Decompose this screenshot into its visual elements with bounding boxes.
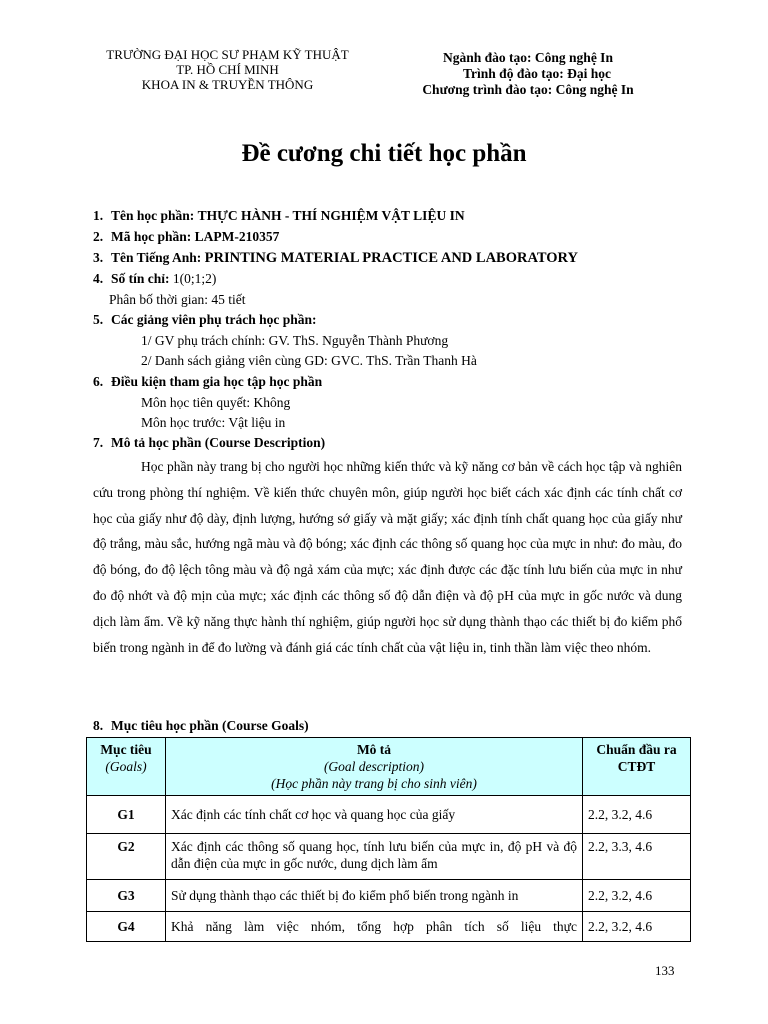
english-name-value: PRINTING MATERIAL PRACTICE AND LABORATORY [204,250,578,266]
goal-code: G3 [87,880,166,912]
prerequisites-label: Điều kiện tham gia học tập học phần [111,374,323,389]
city-name: TP. HỒ CHÍ MINH [176,62,279,77]
goal-outcome: 2.2, 3.2, 4.6 [583,880,691,912]
page-title: Đề cương chi tiết học phần [241,140,527,167]
time-allocation: Phân bố thời gian: 45 tiết [109,291,246,307]
section-2: 2. Mã học phần: LAPM-210357 [93,229,280,244]
goal-outcome: 2.2, 3.2, 4.6 [583,796,691,834]
goal-code: G1 [87,796,166,834]
program-header [400,50,656,98]
co-lecturers: 2/ Danh sách giảng viên cùng GD: GVC. ThS. Trần Thanh Hà [141,353,477,368]
university-name: TRƯỜNG ĐẠI HỌC SƯ PHẠM KỸ THUẬT [106,47,349,62]
description-heading: Mô tả học phần (Course Description) [111,435,326,450]
institution-header [80,47,375,92]
goal-description: Khả năng làm việc nhóm, tổng hợp phân tích số liệu thực [166,912,583,942]
main-lecturer: 1/ GV phụ trách chính: GV. ThS. Nguyễn Thành Phương [141,332,449,348]
section-6: 6. Điều kiện tham gia học tập học phần Môn học tiên quyết: Không Môn học trước: Vật liệu in [93,372,713,434]
table-row [87,880,691,912]
table-row [87,834,691,880]
section-4: 4. Số tín chỉ: 1(0;1;2) Phân bố thời gian: 45 tiết [93,269,713,310]
section-3: 3. Tên Tiếng Anh: PRINTING MATERIAL PRACTICE AND LABORATORY [93,250,578,266]
goal-description: Sử dụng thành thạo các thiết bị đo kiểm phổ biến trong ngành in [166,880,583,912]
prerequisite-course: Môn học tiên quyết: Không [141,394,291,410]
credits-label: Số tín chỉ: [111,271,170,286]
goals-heading: Mục tiêu học phần (Course Goals) [111,718,309,733]
description-text: Học phần này trang bị cho người học những kiến thức và kỹ năng cơ bản về cách học tập và nghiên cứu trong phòng thí nghiệm. Về kiến thức chuyên môn, giúp người học biết cách xác định các tính chất cơ học của giấy như độ dày, định lượng, hướng sớ giấy và mặt giấy; xác định tính chất quang học của giấy như độ trắng, màu sắc, hướng ngã màu và độ bóng; xác định các thông số quang học của mực in như: đo màu, đo độ bóng, đo độ lệch tông màu và độ ngả xám của mực; xác định được các đặc tính lưu biến của mực in như đo độ nhớt và độ mịn của mực; xác định các thông số độ dẫn điện và độ pH của mực in gốc nước và dung dịch làm ẩm. Về kỹ năng thực hành thí nghiệm, giúp người học sử dụng thành thạo các thiết bị đo kiểm phổ biến trong ngành in để đo lường và đánh giá các tính chất của vật liệu in, tinh thần làm việc theo nhóm. [93,459,682,655]
program-field: Ngành đào tạo: Công nghệ In [443,50,613,65]
goal-description: Xác định các thông số quang học, tính lưu biến của mực in, độ pH và độ dẫn điện của mực in gốc nước, dung dịch làm ẩm [166,834,583,880]
section-8: 8. Mục tiêu học phần (Course Goals) [93,718,309,733]
course-code-value: LAPM-210357 [194,229,280,244]
previous-course: Môn học trước: Vật liệu in [141,415,286,430]
program-level: Trình độ đào tạo: Đại học [463,66,611,81]
credits-value: 1(0;1;2) [172,271,217,286]
faculty-name: KHOA IN & TRUYỀN THÔNG [141,77,314,92]
section-1: 1. Tên học phần: THỰC HÀNH - THÍ NGHIỆM VẬT LIỆU IN [93,208,465,223]
page-number: 133 [655,963,675,978]
section-5: 5. Các giảng viên phụ trách học phần: 1/ GV phụ trách chính: GV. ThS. Nguyễn Thành Phương 2/ Danh sách giảng viên cùng GD: GVC. ThS. Trần Thanh Hà [93,310,713,372]
goal-code: G4 [87,912,166,942]
table-row [87,796,691,834]
section-7: 7. Mô tả học phần (Course Description) [93,435,326,450]
course-description [93,454,682,660]
goals-table [86,737,691,942]
lecturers-label: Các giảng viên phụ trách học phần: [111,312,317,327]
goals-col-header: Mục tiêu (Goals) [87,738,166,796]
outcome-col-header: Chuẩn đầu ra CTĐT [583,738,691,796]
description-col-header: Mô tả (Goal description) (Học phần này trang bị cho sinh viên) [166,738,583,796]
goal-outcome: 2.2, 3.3, 4.6 [583,834,691,880]
course-code-label: Mã học phần: [111,229,192,244]
course-name-label: Tên học phần: [111,208,195,223]
english-name-label: Tên Tiếng Anh: [111,250,202,265]
goal-outcome: 2.2, 3.2, 4.6 [583,912,691,942]
course-name-value: THỰC HÀNH - THÍ NGHIỆM VẬT LIỆU IN [197,208,465,223]
goals-header-row [87,738,691,796]
goal-code: G2 [87,834,166,880]
program-name: Chương trình đào tạo: Công nghệ In [422,82,634,97]
table-row [87,912,691,942]
goal-description: Xác định các tính chất cơ học và quang học của giấy [166,796,583,834]
